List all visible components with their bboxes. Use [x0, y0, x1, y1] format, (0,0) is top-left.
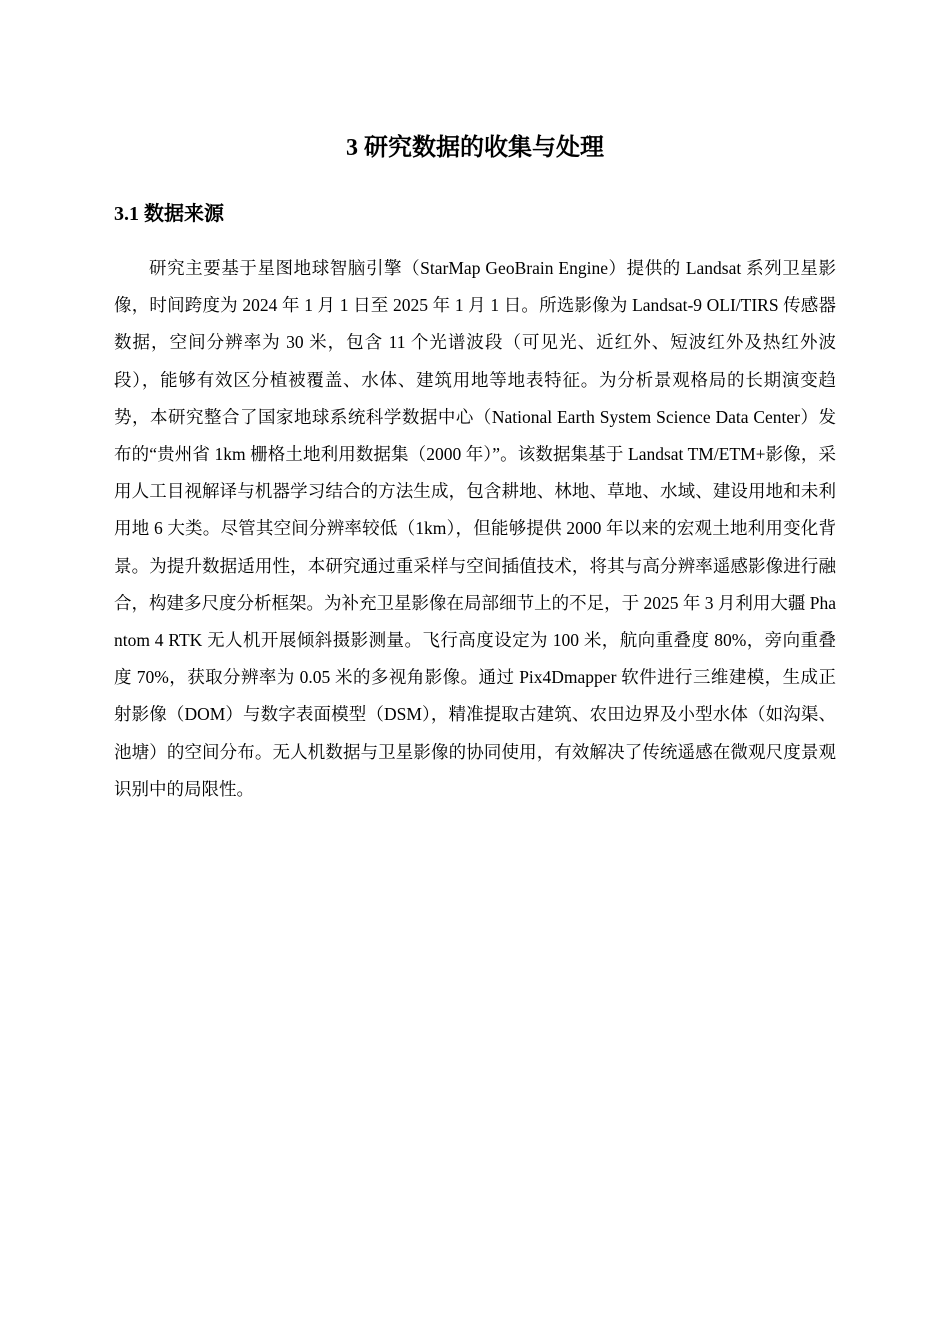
body-paragraph: 研究主要基于星图地球智脑引擎（StarMap GeoBrain Engine）提供的 Landsat 系列卫星影像，时间跨度为 2024 年 1 月 1 日至 2025 年 1 月 1 日。所选影像为 Landsat-9 OLI/TIRS 传感器数据，空间分辨率为 30 米，包含 11 个光谱波段（可见光、近红外、短波红外及热红外波段），能够有效区分植被覆盖、水体、建筑用地等地表特征。为分析景观格局的长期演变趋势，本研究整合了国家地球系统科学数据中心（National Earth System Science Data Center）发布的“贵州省 1km 栅格土地利用数据集（2000 年）”。该数据集基于 Landsat TM/ETM+影像，采用人工目视解译与机器学习结合的方法生成，包含耕地、林地、草地、水域、建设用地和未利用地 6 大类。尽管其空间分辨率较低（1km），但能够提供 2000 年以来的宏观土地利用变化背景。为提升数据适用性，本研究通过重采样与空间插值技术，将其与高分辨率遥感影像进行融合，构建多尺度分析框架。为补充卫星影像在局部细节上的不足，于 2025 年 3 月利用大疆 Phantom 4 RTK 无人机开展倾斜摄影测量。飞行高度设定为 100 米，航向重叠度 80%，旁向重叠度 70%，获取分辨率为 0.05 米的多视角影像。通过 Pix4Dmapper 软件进行三维建模，生成正射影像（DOM）与数字表面模型（DSM），精准提取古建筑、农田边界及小型水体（如沟渠、池塘）的空间分布。无人机数据与卫星影像的协同使用，有效解决了传统遥感在微观尺度景观识别中的局限性。	[114, 258, 836, 799]
chapter-title: 3 研究数据的收集与处理	[346, 135, 604, 161]
section-title: 3.1 数据来源	[114, 203, 224, 225]
